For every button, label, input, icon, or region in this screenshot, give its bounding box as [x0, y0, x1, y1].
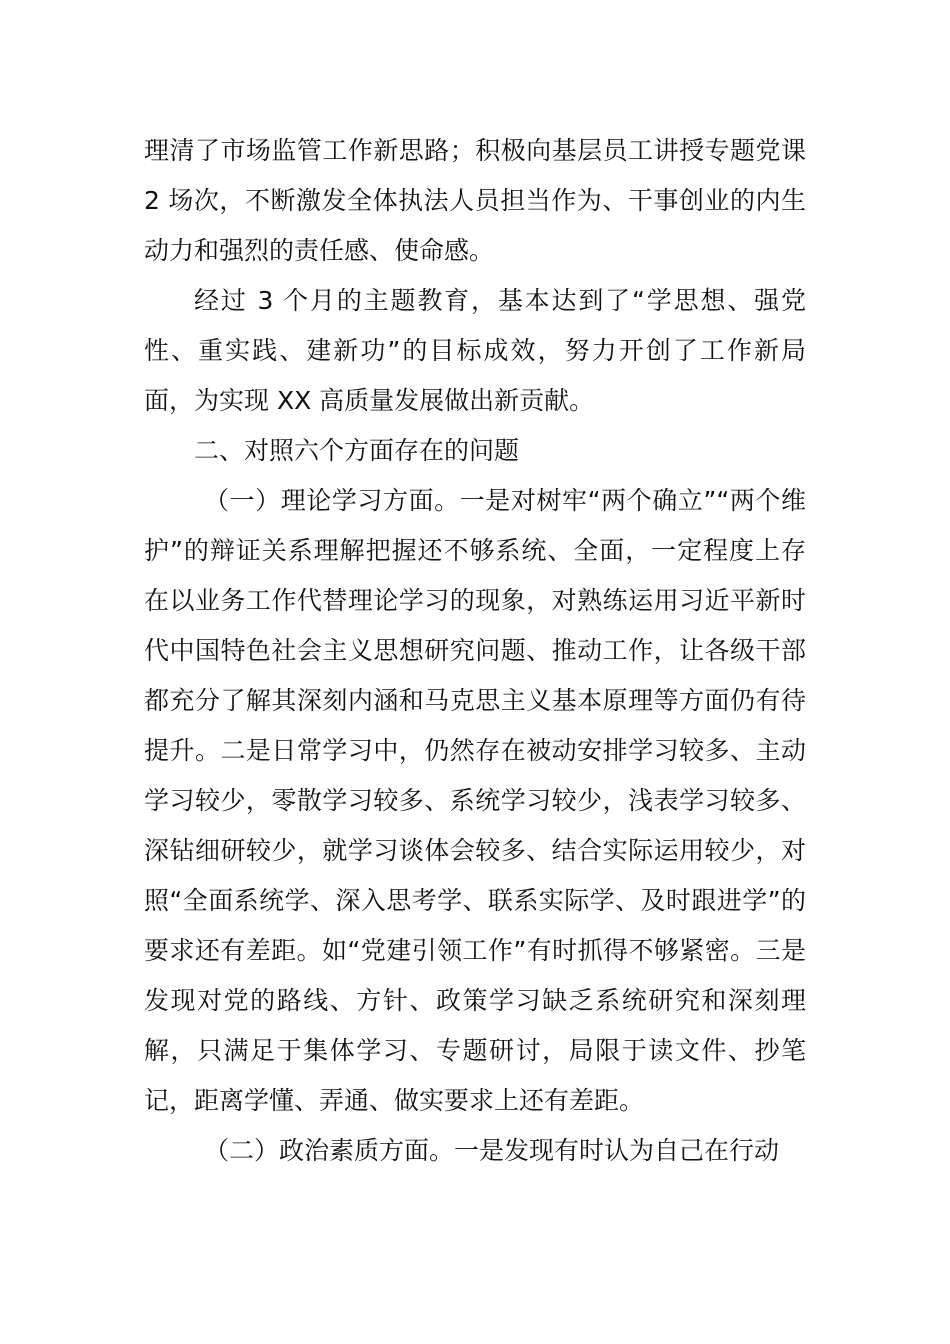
paragraph-political-quality: （二）政治素质方面。一是发现有时认为自己在行动	[204, 1136, 780, 1165]
paragraph-theory-study: （一）理论学习方面。一是对树牢“两个确立”“两个维护”的辩证关系理解把握还不够系统、全面，一定程度上存在以业务工作代替理论学习的现象，对熟练运用习近平新时代中国特色社会主义思想研究问题、推动工作，让各级干部都充分了解其深刻内涵和马克思主义基本原理等方面仍有待提升。二是日常学习中，仍然存在被动安排学习较多、主动学习较少，零散学习较多、系统学习较少，浅表学习较多、深钻细研较少，就学习谈体会较多、结合实际运用较少，对照“全面系统学、深入思考学、联系实际学、及时跟进学”的要求还有差距。如“党建引领工作”有时抓得不够紧密。三是发现对党的路线、方针、政策学习缺乏系统研究和深刻理解，只满足于集体学习、专题研讨，局限于读文件、抄笔记，距离学懂、弄通、做实要求上还有差距。	[144, 486, 806, 1115]
section-heading: 二、对照六个方面存在的问题	[194, 436, 520, 465]
paragraph-continuation: 理清了市场监管工作新思路；积极向基层员工讲授专题党课 2 场次，不断激发全体执法人员担当作为、干事创业的内生动力和强烈的责任感、使命感。	[144, 136, 806, 265]
paragraph-outcome: 经过 3 个月的主题教育，基本达到了“学思想、强党性、重实践、建新功”的目标成效，努力开创了工作新局面，为实现 XX 高质量发展做出新贡献。	[144, 286, 806, 415]
document-body	[144, 126, 806, 1176]
